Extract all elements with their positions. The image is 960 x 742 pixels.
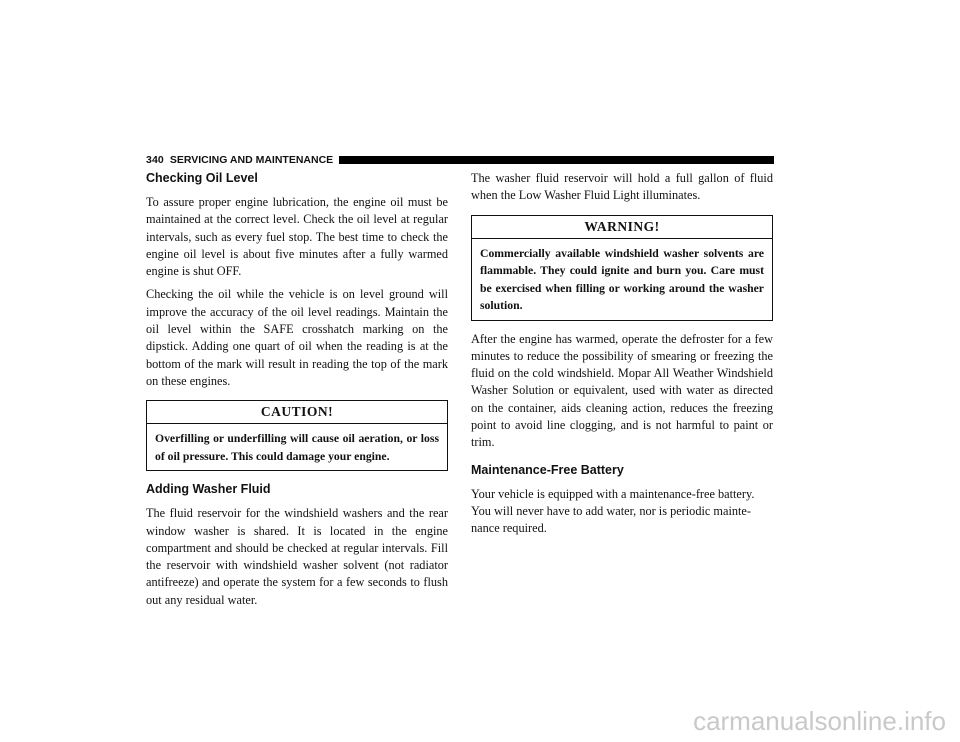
oil-level-heading: Checking Oil Level (146, 171, 258, 185)
washer-fluid-heading: Adding Washer Fluid (146, 482, 271, 497)
caution-box (146, 400, 448, 471)
page-header (146, 155, 774, 165)
watermark: carmanualsonline.info (693, 706, 946, 736)
oil-level-paragraph-2: Checking the oil while the vehicle is on level ground will improve the accuracy of the oil level readings. Maintain the oil level within the SAFE crosshatch marking on the dipstick. Adding one quart of oil when the reading is at the bottom of the mark will result in reading the top of the mark on these engines. (146, 287, 448, 388)
battery-heading: Maintenance-Free Battery (471, 462, 624, 477)
defroster-paragraph: After the engine has warmed, operate the defroster for a few minutes to reduce the possibility of smearing or freezing the fluid on the cold windshield. Mopar All Weather Windshield Washer Solution or equivalent, used with water as directed on the container, aids cleaning action, reduces the freezing point to avoid line clogging, and is not harmful to paint or trim. (471, 331, 773, 450)
reservoir-paragraph: The washer fluid reservoir will hold a full gallon of fluid when the Low Washer Fluid Light illuminates. (471, 171, 773, 203)
warning-text: Commercially available windshield washer solvents are flammable. They could ignite and burn you. Care must be exercised when filling or working around the washer solution. (480, 246, 764, 313)
warning-box (471, 215, 773, 321)
warning-title: WARNING! (472, 216, 772, 239)
oil-level-paragraph-1: To assure proper engine lubrication, the engine oil must be maintained at the correct level. Check the oil level at regular intervals, such as every fuel stop. The best time to check the engine oil level is about five minutes after a fully warmed engine is shut OFF. (146, 195, 448, 279)
battery-paragraph: Your vehicle is equipped with a maintenance-free battery. You will never have to add water, nor is periodic mainte-nance required. (471, 486, 755, 536)
header-rule (339, 156, 774, 164)
section-title: SERVICING AND MAINTENANCE (169, 154, 334, 166)
caution-text: Overfilling or underfilling will cause oil aeration, or loss of oil pressure. This could damage your engine. (155, 432, 439, 463)
right-column (471, 170, 773, 544)
left-column (146, 170, 448, 615)
washer-fluid-paragraph: The fluid reservoir for the windshield washers and the rear window washer is shared. It is located in the engine compartment and should be checked at regular intervals. Fill the reservoir with windshield washer solvent (not radiator antifreeze) and operate the system for a few seconds to flush out any residual water. (146, 506, 448, 607)
page-number: 340 (146, 154, 164, 166)
caution-title: CAUTION! (147, 401, 447, 424)
